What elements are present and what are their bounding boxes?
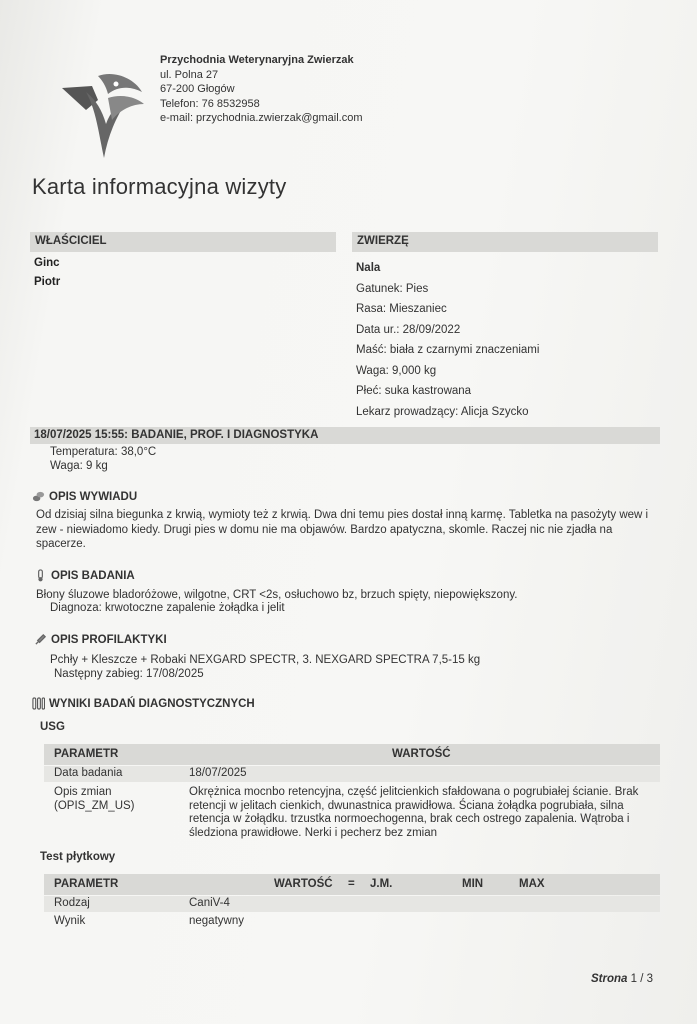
usg-changes-value: Okrężnica mocnbo retencyjna, część jelitcienkich sfałdowana o pogrubiałej ścianie. Brak retencji w jelitach cienkich, dwunastnica prawidłowa. Ściana żołądka pogrubiała, silna retencja w żołądku. trzustka normoechogenna, brak cech ostrego zapalenia. Wątroba i śledziona prawidłowe. Nerki i pecherz bez zmian [189, 786, 639, 839]
clinic-phone: Telefon: 76 8532958 [160, 97, 260, 110]
animal-birth-date: Data ur.: 28/09/2022 [356, 323, 461, 336]
usg-date-value: 18/07/2025 [189, 767, 247, 779]
platelet-col-max: MAX [519, 878, 545, 890]
platelet-col-value: WARTOŚĆ [274, 878, 333, 890]
usg-row-changes [44, 784, 660, 844]
table-row [44, 914, 660, 930]
thermometer-icon [34, 569, 47, 582]
table-row [44, 896, 660, 912]
interview-title: OPIS WYWIADU [49, 490, 138, 503]
platelet-col-unit: J.M. [370, 878, 393, 890]
platelet-col-eq: = [348, 878, 355, 890]
platelet-col-param: PARAMETR [54, 878, 119, 890]
animal-color: Maść: biała z czarnymi znaczeniami [356, 344, 540, 356]
clinic-email: e-mail: przychodnia.zwierzak@gmail.com [160, 112, 363, 124]
prophylaxis-header [34, 633, 167, 646]
platelet-row-param: Wynik [54, 915, 86, 927]
animal-info [356, 258, 539, 422]
interview-header [32, 490, 137, 503]
page-label: Strona [590, 973, 628, 985]
animal-header: ZWIERZĘ [352, 232, 658, 252]
animal-sex: Płeć: suka kastrowana [356, 385, 472, 397]
usg-title: USG [40, 721, 65, 733]
animal-breed: Rasa: Mieszaniec [356, 303, 447, 315]
visit-header: 18/07/2025 15:55: BADANIE, PROF. I DIAGNOSTYKA [30, 427, 660, 444]
prophylaxis-title: OPIS PROFILAKTYKI [51, 633, 167, 646]
owner-last-name: Ginc [34, 257, 60, 269]
platelet-row-value: CaniV-4 [189, 897, 230, 909]
visit-weight: Waga: 9 kg [50, 459, 108, 472]
clinic-logo [58, 70, 148, 170]
clinic-city: 67-200 Głogów [160, 83, 235, 95]
animal-doctor: Lekarz prowadzący: Alicja Szycko [356, 405, 529, 418]
clinic-name: Przychodnia Weterynaryjna Zwierzak [160, 54, 354, 66]
usg-col-value: WARTOŚĆ [392, 748, 451, 760]
usg-date-label: Data badania [54, 767, 123, 779]
prophylaxis-text: Pchły + Kleszcze + Robaki NEXGARD SPECTR, 3. NEXGARD SPECTRA 7,5-15 kg [50, 654, 481, 666]
owner-first-name: Piotr [34, 276, 61, 288]
usg-row-date [44, 766, 660, 782]
animal-species: Gatunek: Pies [356, 282, 429, 295]
owner-header: WŁAŚCICIEL [30, 232, 336, 252]
clinic-info [160, 53, 363, 126]
usg-changes-label [54, 786, 135, 813]
visit-temperature: Temperatura: 38,0°C [50, 446, 157, 458]
platelet-table-header [44, 874, 660, 895]
usg-col-param: PARAMETR [54, 748, 119, 760]
syringe-icon [34, 633, 47, 646]
exam-header [34, 569, 135, 582]
owner-info [34, 254, 60, 292]
page-num-value: 1 / 3 [630, 973, 653, 985]
usg-changes-label-2: (OPIS_ZM_US) [54, 799, 135, 812]
page-number [591, 973, 653, 985]
prophylaxis-next: Następny zabieg: 17/08/2025 [54, 668, 204, 680]
usg-changes-label-1: Opis zmian [54, 786, 112, 798]
platelet-row-param: Rodzaj [54, 897, 90, 909]
platelet-title: Test płytkowy [40, 851, 116, 863]
animal-name: Nala [356, 262, 381, 274]
test-tubes-icon [32, 697, 45, 710]
pills-icon [32, 490, 45, 503]
interview-text: Od dzisiaj silna biegunka z krwią, wymioty też z krwią. Dwa dni temu pies dostał inną karmę. Tabletka na pasożyty wew i zew - niewiadomo kiedy. Drugi pies w domu nie ma objawów. Bardzo apatyczna, skomle. Raczej nic nie zjadła na spacerze. [36, 509, 649, 550]
usg-table-header [44, 744, 660, 765]
clinic-street: ul. Polna 27 [160, 68, 219, 81]
diagnostics-title: WYNIKI BADAŃ DIAGNOSTYCZNYCH [49, 697, 255, 710]
platelet-row-value: negatywny [189, 915, 244, 927]
exam-diagnosis: Diagnoza: krwotoczne zapalenie żołądka i jelit [50, 602, 285, 614]
exam-title: OPIS BADANIA [51, 569, 135, 582]
diagnostics-header [32, 697, 255, 710]
animal-weight: Waga: 9,000 kg [356, 364, 437, 377]
platelet-col-min: MIN [462, 878, 484, 890]
document-title: Karta informacyjna wizyty [32, 174, 287, 199]
exam-text: Błony śluzowe bladoróżowe, wilgotne, CRT <2s, osłuchowo bz, brzuch spięty, niepowiększony. [36, 589, 518, 601]
visit-vitals [50, 446, 156, 473]
